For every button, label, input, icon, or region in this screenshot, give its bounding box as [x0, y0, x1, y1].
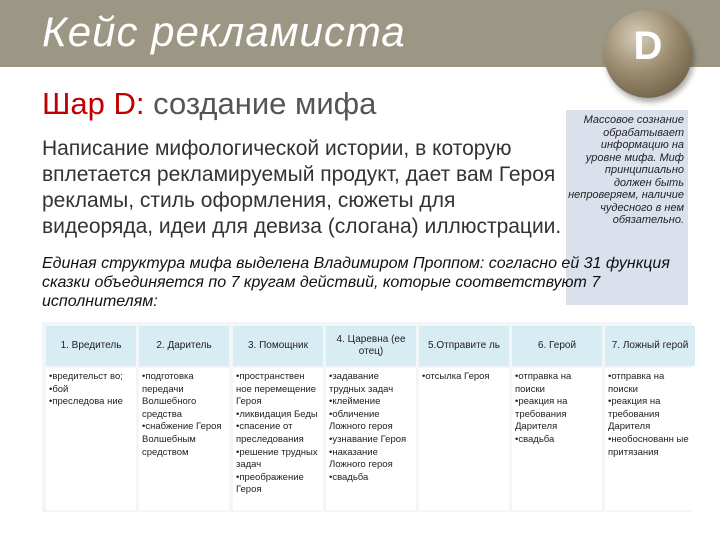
function-list-item: •бой	[49, 383, 69, 395]
ball-d-icon	[604, 10, 692, 98]
function-list-item: •вредительст во;	[49, 371, 123, 382]
function-list-item: •необоснованн ые притязания	[608, 433, 689, 458]
function-list-item: •пространствен ное перемещение Героя	[236, 371, 317, 408]
function-list-item: •свадьба	[515, 433, 555, 445]
table-header-cell: 5.Отправите ль	[419, 326, 509, 366]
table-header-cell: 1. Вредитель	[46, 326, 136, 366]
table-body-cell	[512, 368, 602, 510]
heading-ball-label: Шар D:	[42, 86, 145, 121]
function-list-item: •преображение Героя	[236, 471, 304, 496]
function-list-item: •отсылка Героя	[422, 371, 490, 382]
table-body-cell	[233, 368, 323, 510]
table-body-cell	[326, 368, 416, 510]
function-list-item: •ликвидация Беды	[236, 408, 318, 420]
function-list-item: •клеймение	[329, 396, 381, 408]
function-list-item: •реакция на требования Дарителя	[515, 396, 568, 433]
table-header-cell: 6. Герой	[512, 326, 602, 366]
table-body-cell	[419, 368, 509, 510]
function-list-item: •подготовка передачи Волшебного средства	[142, 371, 197, 420]
table-header-cell: 2. Даритель	[139, 326, 229, 366]
sidebar-note-text: Массовое сознание обрабатывает информацию на уровне мифа. Миф принципиально должен быть непроверяем, наличие чудесного в нем обязательно.	[568, 114, 684, 226]
heading-topic: создание мифа	[144, 86, 377, 121]
propp-paragraph: Единая структура мифа выделена Владимиром Проппом: согласно ей 31 функция сказки объединяется по 7 кругам действий, которые соответствуют 7 исполнителям:	[42, 255, 670, 310]
function-list-item: •свадьба	[329, 471, 369, 483]
table-body-cell	[46, 368, 136, 510]
table-header-cell: 4. Царевна (ее отец)	[326, 326, 416, 366]
intro-paragraph: Написание мифологической истории, в которую вплетается рекламируемый продукт, дает вам Героя рекламы, стиль оформления, сюжеты для видеоряда, идеи для девиза (слогана) иллюстрации.	[42, 137, 562, 238]
presentation-title: Кейс рекламиста	[42, 8, 406, 55]
function-list-item: •узнавание Героя	[329, 433, 407, 445]
function-list-item: •отправка на поиски	[515, 371, 572, 395]
function-list-item: •снабжение Героя Волшебным средством	[142, 421, 222, 458]
function-list-item: •реакция на требования Дарителя	[608, 396, 661, 433]
function-list-item: •спасение от преследования	[236, 421, 304, 445]
table-header-cell: 7. Ложный герой	[605, 326, 695, 366]
function-list-item: •обличение Ложного героя	[329, 408, 393, 433]
function-list-item: •задавание трудных задач	[329, 371, 394, 395]
function-list-item: •преследова ние	[49, 396, 123, 408]
function-list-item: •отправка на поиски	[608, 371, 665, 395]
table-header-cell: 3. Помощник	[233, 326, 323, 366]
ball-letter: D	[633, 24, 663, 68]
table-body-cell	[139, 368, 229, 510]
table-body-cell	[605, 368, 695, 510]
slide-heading	[42, 86, 376, 122]
function-list-item: •наказание Ложного героя	[329, 446, 393, 471]
function-list-item: •решение трудных задач	[236, 446, 318, 471]
